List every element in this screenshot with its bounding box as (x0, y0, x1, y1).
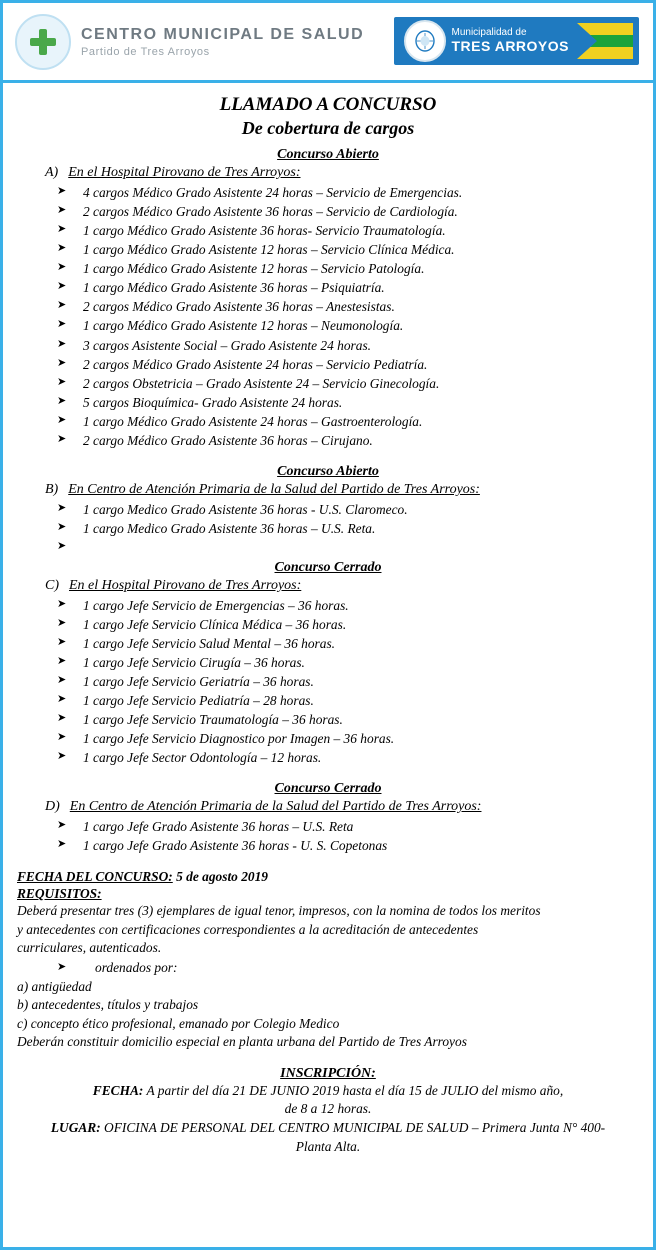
municipality-text (452, 28, 578, 53)
requisitos-block (17, 869, 639, 1052)
tres-arroyos-flag-icon (577, 23, 633, 59)
arrow-bullet-icon: ➤ (57, 818, 67, 832)
list-item-text: 1 cargo Médico Grado Asistente 12 horas – Servicio Clínica Médica. (83, 242, 455, 258)
arrow-bullet-icon: ➤ (57, 729, 67, 743)
requisitos-criterio-b: b) antecedentes, títulos y trabajos (17, 997, 199, 1013)
arrow-bullet-icon: ➤ (57, 374, 67, 388)
list-item (47, 672, 639, 691)
inscripcion-lugar-line (17, 1119, 639, 1138)
page-title: LLAMADO A CONCURSO (219, 94, 437, 115)
arrow-bullet-icon: ➤ (57, 279, 67, 293)
arrow-bullet-icon: ➤ (57, 615, 67, 629)
ordenados-por-label: ordenados por: (95, 959, 178, 975)
list-item (47, 817, 639, 836)
inscripcion-block (17, 1066, 639, 1157)
requisitos-criterio-c: c) concepto ético profesional, emanado por Colegio Medico (17, 1015, 340, 1031)
list-item-text: 1 cargo Médico Grado Asistente 24 horas – Gastroenterología. (83, 413, 423, 429)
arrow-bullet-icon: ➤ (57, 653, 67, 667)
section-a-group (17, 165, 639, 181)
section-c-group-label: En el Hospital Pirovano de Tres Arroyos: (69, 577, 302, 593)
section-c (17, 560, 639, 767)
ordenados-por-line (17, 960, 639, 976)
arrow-bullet-icon: ➤ (57, 596, 67, 610)
municipality-badge (394, 17, 640, 65)
arrow-bullet-icon: ➤ (57, 317, 67, 331)
section-a-items (17, 183, 639, 449)
section-b-heading: Concurso Abierto (277, 463, 379, 479)
section-a-heading: Concurso Abierto (277, 147, 379, 163)
arrow-bullet-icon: ➤ (57, 749, 67, 762)
list-item (47, 519, 639, 538)
arrow-bullet-icon: ➤ (57, 519, 67, 533)
list-item (47, 278, 639, 297)
municipality-line1: Municipalidad de (451, 27, 527, 39)
page-header (3, 3, 653, 83)
fecha-concurso-value: 5 de agosto 2019 (172, 869, 268, 885)
list-item-text: 1 cargo Jefe Servicio Traumatología – 36 horas. (83, 711, 343, 727)
list-item (47, 748, 639, 767)
health-center-logo (15, 14, 71, 70)
list-item (47, 836, 639, 855)
list-item-text: 1 cargo Médico Grado Asistente 36 horas – Psiquiatría. (83, 280, 385, 296)
municipality-line2: TRES ARROYOS (451, 37, 569, 54)
arrow-bullet-icon: ➤ (57, 672, 67, 686)
list-item-text: 1 cargo Médico Grado Asistente 36 horas- Servicio Traumatología. (83, 223, 446, 239)
arrow-bullet-icon: ➤ (57, 634, 67, 648)
section-d-heading: Concurso Cerrado (274, 781, 382, 797)
arrow-bullet-icon: ➤ (57, 412, 67, 426)
arrow-bullet-icon: ➤ (57, 184, 67, 198)
list-item-text: 1 cargo Jefe Servicio Clínica Médica – 36 horas. (83, 616, 347, 632)
coat-of-arms-icon (404, 20, 446, 62)
arrow-bullet-icon: ➤ (57, 222, 67, 236)
arrow-bullet-icon: ➤ (57, 298, 67, 312)
list-item-text: 2 cargos Obstetricia – Grado Asistente 24 – Servicio Ginecología. (83, 375, 440, 391)
list-item (47, 393, 639, 412)
section-d-group-label: En Centro de Atención Primaria de la Salud del Partido de Tres Arroyos: (69, 799, 482, 815)
fecha-concurso-line (17, 869, 639, 885)
arrow-bullet-icon: ➤ (57, 538, 67, 552)
inscripcion-lugar-line2: Planta Alta. (295, 1138, 361, 1154)
section-a-group-label: En el Hospital Pirovano de Tres Arroyos: (68, 165, 301, 181)
list-item (47, 729, 639, 748)
list-item (47, 710, 639, 729)
list-item (47, 634, 639, 653)
section-b-items (17, 500, 639, 552)
section-a (17, 147, 639, 449)
list-item-text: 3 cargos Asistente Social – Grado Asistente 24 horas. (83, 337, 372, 353)
arrow-bullet-icon: ➤ (57, 691, 67, 705)
brand-block (81, 26, 364, 58)
requisitos-paragraph-line1: Deberá presentar tres (3) ejemplares de igual tenor, impresos, con la nomina de todos los meritos (17, 903, 541, 919)
list-item-text: 1 cargo Jefe Sector Odontología – 12 horas. (83, 750, 322, 765)
inscripcion-fecha-line2: de 8 a 12 horas. (284, 1101, 372, 1117)
list-item (47, 431, 639, 450)
section-d-items (17, 817, 639, 855)
fecha-concurso-label: FECHA DEL CONCURSO: (17, 869, 173, 885)
list-item-text: 1 cargo Jefe Grado Asistente 36 horas - U. S. Copetonas (83, 838, 388, 854)
list-item (47, 615, 639, 634)
arrow-bullet-icon: ➤ (57, 241, 67, 255)
list-item (47, 259, 639, 278)
list-item-text: 1 cargo Jefe Servicio Salud Mental – 36 horas. (83, 635, 336, 651)
list-item (47, 500, 639, 519)
list-item-text: 1 cargo Jefe Servicio Geriatría – 36 horas. (83, 673, 314, 689)
inscripcion-fecha-label: FECHA: (92, 1082, 144, 1098)
section-b-letter: B) (45, 481, 59, 497)
page-subtitle: De cobertura de cargos (241, 117, 415, 138)
section-a-letter: A) (45, 165, 59, 181)
list-item (47, 316, 639, 335)
section-c-heading: Concurso Cerrado (274, 559, 382, 575)
list-item (47, 297, 639, 316)
section-b (17, 464, 639, 552)
list-item (47, 336, 639, 355)
list-item-text: 1 cargo Medico Grado Asistente 36 horas – U.S. Reta. (83, 520, 376, 536)
list-item-text: 1 cargo Jefe Servicio Pediatría – 28 horas. (83, 692, 314, 708)
list-item (47, 355, 639, 374)
list-item-text: 5 cargos Bioquímica- Grado Asistente 24 horas. (83, 394, 343, 410)
list-item-text: 1 cargo Médico Grado Asistente 12 horas – Neumonología. (83, 318, 404, 334)
arrow-bullet-icon: ➤ (57, 260, 67, 274)
section-b-group (17, 482, 639, 498)
list-item-text: 2 cargos Médico Grado Asistente 24 horas – Servicio Pediatría. (83, 356, 428, 372)
section-c-letter: C) (45, 577, 59, 593)
section-d-letter: D) (45, 799, 60, 815)
list-item (47, 691, 639, 710)
arrow-bullet-icon: ➤ (57, 336, 67, 350)
inscripcion-title: INSCRIPCIÓN: (280, 1065, 376, 1081)
requisitos-closing: Deberán constituir domicilio especial en planta urbana del Partido de Tres Arroyos (17, 1034, 467, 1050)
arrow-bullet-icon: ➤ (57, 837, 67, 851)
list-item (47, 221, 639, 240)
requisitos-paragraph-line3: curriculares, autenticados. (17, 940, 162, 956)
arrow-bullet-icon: ➤ (57, 500, 67, 514)
document-body (3, 83, 653, 1163)
list-item (47, 374, 639, 393)
arrow-bullet-icon: ➤ (57, 203, 67, 217)
list-item-text: 2 cargos Médico Grado Asistente 36 horas – Anestesistas. (83, 299, 395, 315)
list-item (47, 240, 639, 259)
inscripcion-lugar-value: OFICINA DE PERSONAL DEL CENTRO MUNICIPAL DE SALUD – Primera Junta N° 400- (100, 1120, 606, 1136)
arrow-bullet-icon: ➤ (57, 393, 67, 407)
requisitos-label: REQUISITOS: (17, 886, 102, 902)
requisitos-criterio-a: a) antigüedad (17, 978, 92, 994)
list-item (47, 596, 639, 615)
brand-title: CENTRO MUNICIPAL DE SALUD (81, 25, 365, 43)
section-d (17, 781, 639, 855)
arrow-bullet-icon: ➤ (57, 355, 67, 369)
list-item-text: 1 cargo Jefe Servicio Cirugía – 36 horas. (83, 654, 305, 670)
list-item-text: 1 cargo Jefe Servicio Diagnostico por Imagen – 36 horas. (83, 730, 395, 746)
list-item (47, 412, 639, 431)
list-item (47, 202, 639, 221)
section-c-items (17, 596, 639, 767)
list-item-text: 1 cargo Medico Grado Asistente 36 horas - U.S. Claromeco. (83, 501, 408, 517)
list-item (47, 653, 639, 672)
brand-subtitle: Partido de Tres Arroyos (81, 45, 210, 58)
list-item-text: 4 cargos Médico Grado Asistente 24 horas – Servicio de Emergencias. (83, 185, 463, 201)
section-d-group (17, 799, 639, 815)
inscripcion-lugar-label: LUGAR: (50, 1120, 101, 1136)
list-item-text: 1 cargo Jefe Grado Asistente 36 horas – U.S. Reta (83, 819, 354, 835)
list-item-text: 1 cargo Médico Grado Asistente 12 horas – Servicio Patología. (83, 261, 425, 277)
list-item (47, 183, 639, 202)
list-item-text: 1 cargo Jefe Servicio de Emergencias – 36 horas. (83, 597, 349, 613)
requisitos-paragraph-line2: y antecedentes con certificaciones correspondientes a la acreditación de antecedentes (17, 921, 479, 937)
section-b-group-label: En Centro de Atención Primaria de la Salud del Partido de Tres Arroyos: (68, 481, 480, 497)
arrow-bullet-icon: ➤ (57, 959, 67, 973)
list-item-text: 2 cargos Médico Grado Asistente 36 horas – Servicio de Cardiología. (83, 204, 458, 220)
inscripcion-fecha-line (17, 1082, 639, 1101)
inscripcion-fecha-value: A partir del día 21 DE JUNIO 2019 hasta el día 15 de JULIO del mismo año, (143, 1082, 564, 1098)
arrow-bullet-icon: ➤ (57, 710, 67, 724)
medical-cross-icon (28, 27, 58, 57)
arrow-bullet-icon: ➤ (57, 431, 67, 445)
section-c-group (17, 578, 639, 594)
list-item-text: 2 cargo Médico Grado Asistente 36 horas – Cirujano. (83, 432, 373, 448)
list-item (47, 538, 639, 552)
